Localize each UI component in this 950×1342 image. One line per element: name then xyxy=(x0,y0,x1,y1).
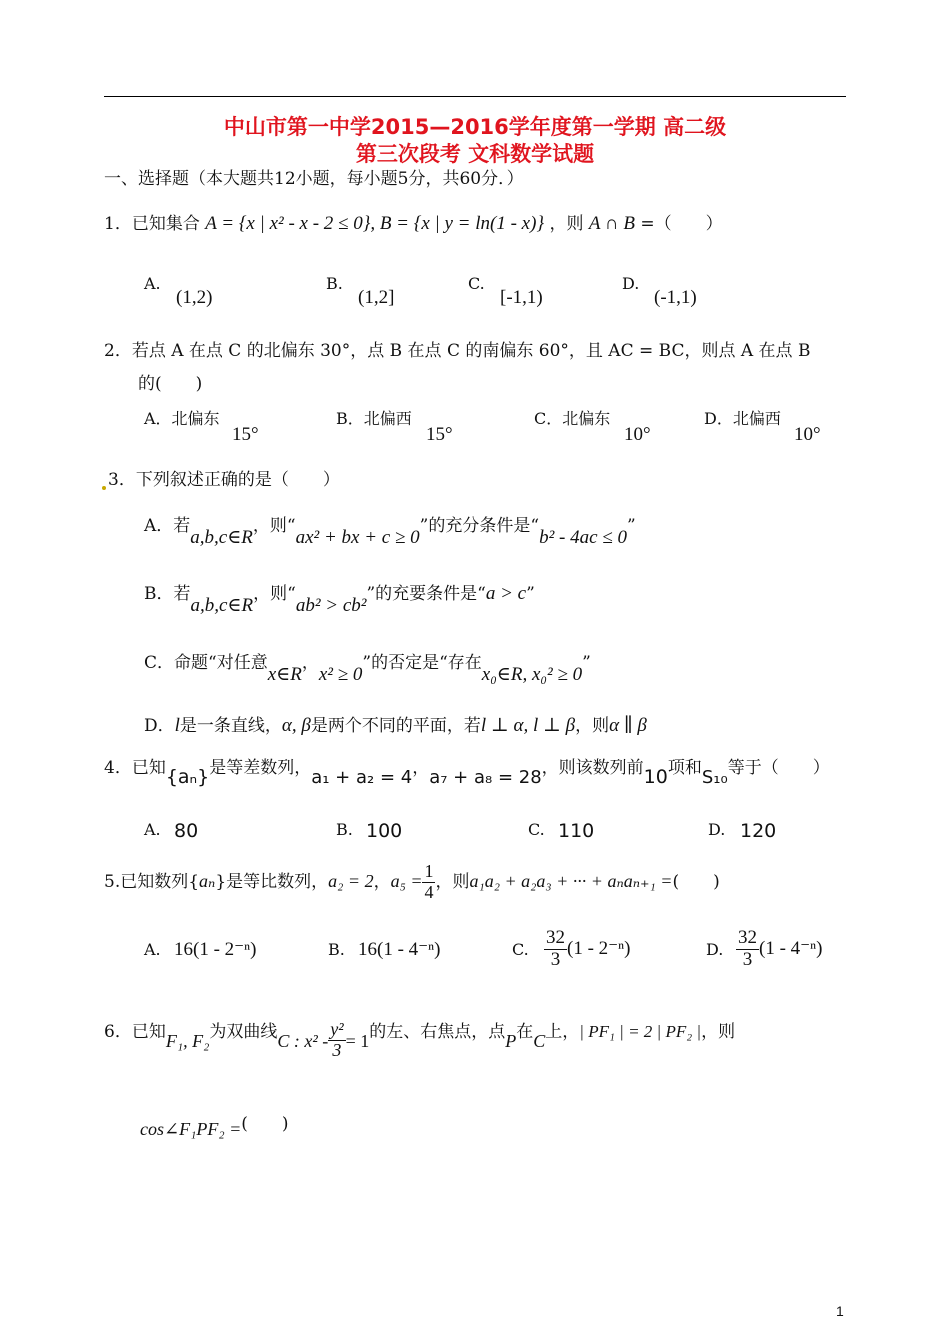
q2-option-a-label: A．北偏东 xyxy=(144,409,220,428)
q1-then: ，则 xyxy=(549,214,584,234)
q6-math2: C : x² - xyxy=(277,1030,329,1051)
mark-dot xyxy=(102,486,106,490)
q4-text6: 等于（ ） xyxy=(727,758,830,778)
q3d-math1: l xyxy=(174,715,180,736)
q2-option-b-value: 15° xyxy=(426,424,453,445)
question-4-stem xyxy=(104,758,830,788)
q6-text3: 的左、右焦点，点 xyxy=(369,1021,506,1042)
q5-option-b-label: B. xyxy=(328,940,345,959)
q5c-fraction xyxy=(544,928,567,971)
q3a-text3: ”的充分条件是“ xyxy=(419,516,540,536)
q6-frac-den: 3 xyxy=(332,1039,342,1060)
q4-math5: S₁₀ xyxy=(701,767,728,788)
q3b-math1: a,b,c∈R xyxy=(190,595,254,616)
q3a-math2: ax² + bx + c ≥ 0 xyxy=(295,527,420,548)
q6-math2b: = 1 xyxy=(345,1030,370,1051)
q5-text2: }是等比数列， xyxy=(215,871,329,892)
q4-math4: 10 xyxy=(643,766,668,788)
question-6-stem xyxy=(104,1012,736,1060)
q3d-text1: D． xyxy=(144,716,175,736)
q3b-text2: ，则“ xyxy=(253,584,296,604)
question-6-cont xyxy=(140,1114,289,1139)
q6-text6: ，则 xyxy=(701,1021,736,1042)
q5d-frac-num: 32 xyxy=(738,927,757,948)
exam-title-line1: 中山市第一中学2015—2016学年度第一学期 高二级 xyxy=(223,115,727,139)
q5-math4: a₁a₂ + a₂a₃ + ··· + aₙaₙ₊₁ = xyxy=(469,870,673,891)
q2-option-c-label: C．北偏东 xyxy=(534,409,611,428)
q4-option-a-value: 80 xyxy=(174,820,199,842)
q4-option-d-label: D. xyxy=(708,820,726,839)
q4-option-d-value: 120 xyxy=(740,820,777,842)
q5-option-c-value xyxy=(544,928,631,971)
q6-text4: 在 xyxy=(516,1021,534,1042)
q4-text2: 是等差数列， xyxy=(209,758,312,778)
header-rule xyxy=(104,96,846,97)
q4-text5: 项和 xyxy=(667,758,702,778)
q5-math1: aₙ xyxy=(199,870,216,891)
question-3-stem: 3．下列叙述正确的是（ ） xyxy=(108,470,340,490)
q6-text5: 上， xyxy=(545,1021,580,1042)
question-1-stem xyxy=(104,214,723,233)
q3-option-a xyxy=(144,516,636,548)
q3a-math3: b² - 4ac ≤ 0 xyxy=(539,527,627,548)
q1-intersection: A ∩ B xyxy=(588,213,635,234)
q3c-text2: ， xyxy=(301,653,319,673)
question-2-stem: 2．若点 A 在点 C 的北偏东 30°，点 B 在点 C 的南偏东 60°，且 AC = BC，则点 A 在点 B xyxy=(104,341,811,361)
q6-math5: | PF₁ | = 2 | PF₂ | xyxy=(579,1021,702,1041)
q5-text4: ，则 xyxy=(435,871,470,892)
q5d-fraction xyxy=(736,928,759,971)
q4-text1: 4．已知 xyxy=(104,758,166,778)
q2-option-c-value: 10° xyxy=(624,424,651,445)
q1-tail: =（ ） xyxy=(640,214,723,234)
q5-frac-den: 4 xyxy=(424,881,434,902)
q4-option-b-label: B. xyxy=(336,820,353,839)
q3c-math3: x₀∈R, x₀² ≥ 0 xyxy=(481,664,583,685)
q5-text1: 5.已知数列{ xyxy=(104,871,200,892)
q6-text2: 为双曲线 xyxy=(209,1021,278,1042)
q3-option-d xyxy=(144,716,647,735)
q5-option-d-label: D. xyxy=(706,940,724,959)
q3d-text2: 是一条直线， xyxy=(179,716,282,736)
q5c-frac-num: 32 xyxy=(546,927,565,948)
q1-option-c-label: C. xyxy=(468,274,485,293)
q3c-math1: x∈R xyxy=(267,664,302,685)
q6-tail: ( ) xyxy=(241,1114,289,1134)
q3a-text2: ，则“ xyxy=(252,516,296,536)
q5-option-a-value: 16(1 - 2⁻ⁿ) xyxy=(174,939,257,960)
q4-text4: ，则该数列前 xyxy=(541,758,644,778)
q3d-text4: ，则 xyxy=(575,716,610,736)
q5-option-a-label: A. xyxy=(144,940,161,959)
q4-option-b-value: 100 xyxy=(366,820,403,842)
q4-math3: a₇ + a₈ = 28 xyxy=(429,767,542,788)
q1-sets: A = {x | x² - x - 2 ≤ 0}, B = {x | y = ln(1 - x)} xyxy=(205,213,545,234)
q3d-math3: l ⊥ α, l ⊥ β xyxy=(480,715,576,736)
q1-prefix: 1．已知集合 xyxy=(104,214,200,234)
q5-option-c-label: C. xyxy=(512,940,529,959)
q5-frac-num: 1 xyxy=(424,861,434,881)
q5-text5: ( ) xyxy=(672,871,720,892)
q4-option-c-label: C. xyxy=(528,820,545,839)
q5-fraction xyxy=(422,862,435,903)
q1-option-d-label: D. xyxy=(622,274,640,293)
q5-math3: a₅ = xyxy=(390,870,423,891)
q4-option-c-value: 110 xyxy=(558,820,595,842)
q3a-math1: a,b,c∈R xyxy=(190,527,253,548)
q4-math2: a₁ + a₂ = 4 xyxy=(311,767,413,788)
q5-option-b-value: 16(1 - 4⁻ⁿ) xyxy=(358,939,441,960)
q3d-text3: 是两个不同的平面，若 xyxy=(310,716,481,736)
section-heading: 一、选择题（本大题共12小题，每小题5分，共60分．） xyxy=(104,169,524,189)
question-5-stem xyxy=(104,862,720,903)
exam-title-line2: 第三次段考 文科数学试题 xyxy=(355,142,595,166)
q3c-text4: ” xyxy=(582,653,591,673)
q3a-text1: A．若 xyxy=(144,516,191,536)
q3d-math2: α, β xyxy=(281,715,311,736)
q1-option-b-label: B. xyxy=(326,274,343,293)
q5c-rest: (1 - 2⁻ⁿ) xyxy=(567,937,631,959)
q4-math1: {aₙ} xyxy=(165,766,210,788)
q6-text1: 6．已知 xyxy=(104,1021,166,1042)
q3-option-c xyxy=(144,653,591,685)
q6-cos-expr: cos∠F₁PF₂ = xyxy=(140,1119,242,1139)
q1-option-a-label: A. xyxy=(144,274,161,293)
q5d-rest: (1 - 4⁻ⁿ) xyxy=(759,937,823,959)
q4-text3: ， xyxy=(412,758,430,778)
q6-frac-num: y² xyxy=(330,1019,344,1039)
q5-option-d-value xyxy=(736,928,823,971)
q3d-math4: α ∥ β xyxy=(609,715,647,736)
question-2-stem-cont: 的( ) xyxy=(138,374,203,394)
page-number: 1 xyxy=(836,1303,844,1319)
q3c-text1: C．命题“对任意 xyxy=(144,653,268,673)
q6-math1: F₁, F₂ xyxy=(165,1030,210,1051)
q2-option-a-value: 15° xyxy=(232,424,259,445)
q5d-frac-den: 3 xyxy=(742,948,753,970)
q6-math3: P xyxy=(505,1030,517,1051)
q1-option-c-value: [-1,1) xyxy=(500,287,543,308)
q1-option-d-value: (-1,1) xyxy=(654,287,697,308)
q4-option-a-label: A. xyxy=(144,820,161,839)
q3b-math3: a > c xyxy=(485,583,527,604)
q5c-frac-den: 3 xyxy=(550,948,561,970)
q5-math2: a₂ = 2 xyxy=(328,870,374,891)
q1-option-a-value: (1,2) xyxy=(176,287,213,308)
q5-text3: ， xyxy=(373,871,391,892)
q3c-text3: ”的否定是“存在 xyxy=(362,653,482,673)
q3b-math2: ab² > cb² xyxy=(295,595,367,616)
q6-math4: C xyxy=(533,1030,546,1051)
q6-fraction xyxy=(328,1020,345,1061)
q3b-text4: ” xyxy=(526,584,535,604)
q3b-text3: ”的充要条件是“ xyxy=(366,584,486,604)
q2-option-d-label: D．北偏西 xyxy=(704,409,781,428)
q3c-math2: x² ≥ 0 xyxy=(318,664,363,685)
q2-option-b-label: B．北偏西 xyxy=(336,409,412,428)
q3a-text4: ” xyxy=(626,516,636,536)
q3-option-b xyxy=(144,583,535,616)
q1-option-b-value: (1,2] xyxy=(358,287,395,308)
q2-option-d-value: 10° xyxy=(794,424,821,445)
q3b-text1: B．若 xyxy=(144,584,191,604)
